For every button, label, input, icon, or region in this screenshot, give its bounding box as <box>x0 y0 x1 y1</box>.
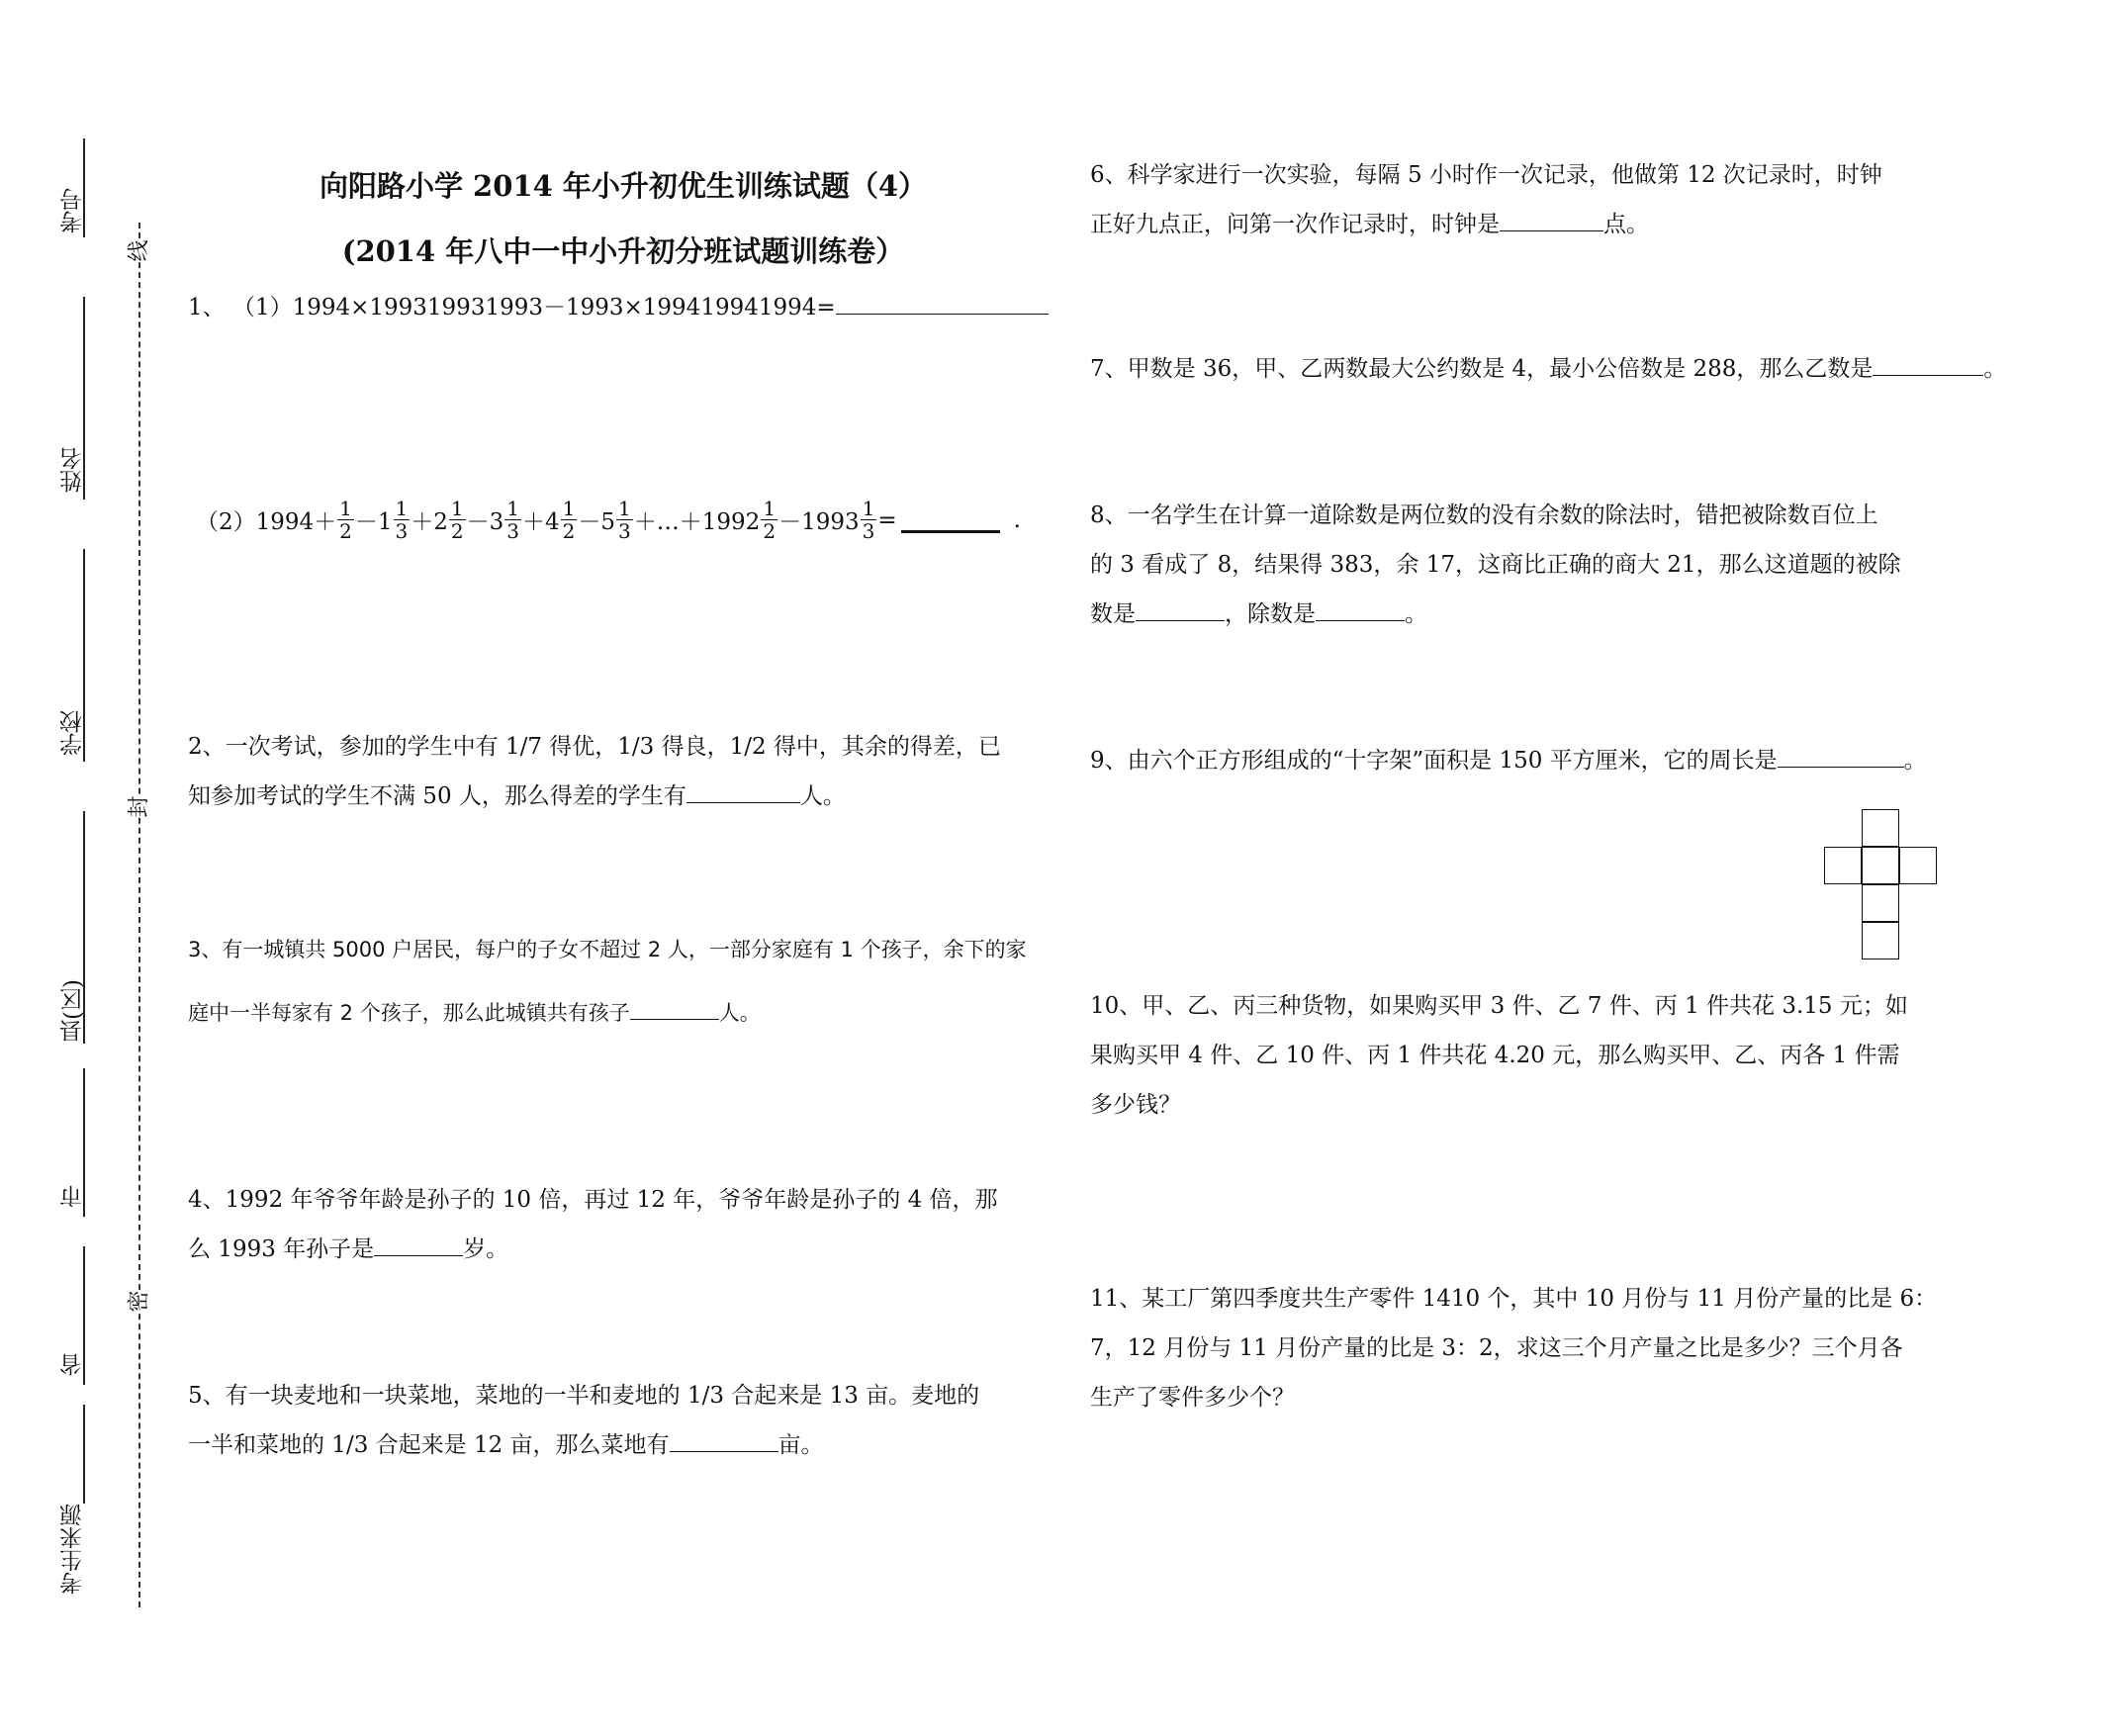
side-blank-province <box>83 1246 85 1385</box>
answer-blank[interactable] <box>670 1428 778 1452</box>
question-11 <box>1090 1274 1937 1422</box>
side-label-province: 省 <box>60 1353 86 1376</box>
question-text: 4、1992 年爷爷年龄是孙子的 10 倍，再过 12 年，爷爷年龄是孙子的 4 倍，那 <box>188 1187 998 1213</box>
question-text-line: 知参加考试的学生不满 50 人，那么得差的学生有 人。 <box>188 772 1001 821</box>
math-term: －1 <box>354 509 393 535</box>
seal-dashed-line <box>138 223 140 1607</box>
math-term: ＋2 <box>411 509 448 535</box>
question-text: 7，12 月份与 11 月份产量的比是 3：2，求这三个月产量之比是多少？三个月各 <box>1090 1335 1903 1361</box>
math-term: ＋4 <box>522 509 560 535</box>
math-term: －3 <box>466 509 504 535</box>
answer-blank[interactable] <box>686 779 800 803</box>
page-title: 向阳路小学 2014 年小升初优生训练试题（4） <box>319 169 928 203</box>
fraction: $\frac{1}{2}$ <box>339 497 352 543</box>
fraction: $\frac{1}{3}$ <box>395 497 409 543</box>
fraction: $\frac{1}{3}$ <box>506 497 520 543</box>
answer-blank[interactable] <box>1316 597 1405 621</box>
question-1-part-2 <box>196 498 1021 542</box>
question-text-line: 一半和菜地的 1/3 合起来是 12 亩，那么菜地有 亩。 <box>188 1420 979 1470</box>
question-text: 多少钱？ <box>1090 1092 1181 1118</box>
question-2 <box>188 722 1001 821</box>
math-term: －5 <box>578 509 616 535</box>
question-text: 10、甲、乙、丙三种货物，如果购买甲 3 件、乙 7 件、丙 1 件共花 3.15 元；如 <box>1090 993 1908 1019</box>
question-9: 9、由六个正方形组成的“十字架”面积是 150 平方厘米，它的周长是 。 <box>1090 736 1927 785</box>
side-blank-school <box>83 549 85 762</box>
question-6 <box>1090 150 1882 249</box>
question-text: 9、由六个正方形组成的“十字架”面积是 150 平方厘米，它的周长是 <box>1090 748 1778 774</box>
fraction: $\frac{1}{2}$ <box>562 497 576 543</box>
seal-label-secret: 密 <box>123 1290 153 1312</box>
page-subtitle: (2014 年八中一中小升初分班试题训练卷） <box>341 234 905 268</box>
side-label-source: 考生来源 <box>60 1504 86 1595</box>
cross-square <box>1824 847 1862 884</box>
question-text: 11、某工厂第四季度共生产零件 1410 个，其中 10 月份与 11 月份产量的比是 6： <box>1090 1286 1938 1312</box>
question-text-line: 庭中一半每家有 2 个孩子，那么此城镇共有孩子 人。 <box>188 981 1027 1045</box>
answer-blank[interactable] <box>1500 208 1603 231</box>
question-text: 5、有一块麦地和一块菜地，菜地的一半和麦地的 1/3 合起来是 13 亩。麦地的 <box>188 1383 980 1409</box>
answer-blank[interactable] <box>1136 597 1225 621</box>
side-label-city: 市 <box>60 1185 86 1208</box>
question-text-line: 正好九点正，问第一次作记录时，时钟是 点。 <box>1090 200 1882 249</box>
side-blank-source <box>83 1405 85 1504</box>
question-text: 3、有一城镇共 5000 户居民，每户的子女不超过 2 人，一部分家庭有 1 个孩子，余下的家 <box>188 938 1027 961</box>
cross-figure <box>1824 809 1937 959</box>
question-text: 1、 （1）1994×199319931993－1993×199419941994= <box>188 295 836 320</box>
question-5 <box>188 1371 979 1470</box>
answer-blank[interactable] <box>374 1233 463 1256</box>
question-10 <box>1090 981 1908 1130</box>
fraction: $\frac{1}{3}$ <box>862 497 875 543</box>
answer-blank[interactable] <box>1778 744 1904 768</box>
question-text: 7、甲数是 36，甲、乙两数最大公约数是 4，最小公倍数是 288，那么乙数是 <box>1090 356 1874 382</box>
cross-square <box>1862 847 1899 884</box>
question-text-line: 么 1993 年孙子是 岁。 <box>188 1225 998 1274</box>
fraction: $\frac{1}{3}$ <box>618 497 631 543</box>
question-text: 生产了零件多少个？ <box>1090 1385 1295 1411</box>
question-text: 果购买甲 4 件、乙 10 件、丙 1 件共花 4.20 元，那么购买甲、乙、丙各 1 件需 <box>1090 1043 1900 1068</box>
question-text-line: 数是 ，除数是 。 <box>1090 590 1901 639</box>
side-label-name: 姓名 <box>60 447 86 493</box>
cross-square <box>1862 884 1899 922</box>
side-blank-exam-no <box>83 138 85 237</box>
side-blank-city <box>83 1068 85 1217</box>
fraction: $\frac{1}{2}$ <box>763 497 777 543</box>
seal-label-seal: 封 <box>123 795 153 817</box>
question-text: 6、科学家进行一次实验，每隔 5 小时作一次记录，他做第 12 次记录时，时钟 <box>1090 162 1882 188</box>
math-term: = <box>877 506 897 533</box>
question-text: . <box>1013 506 1021 533</box>
question-7: 7、甲数是 36，甲、乙两数最大公约数是 4，最小公倍数是 288，那么乙数是 。 <box>1090 344 2006 394</box>
question-text: 的 3 看成了 8，结果得 383，余 17，这商比正确的商大 21，那么这道题的被除 <box>1090 552 1901 578</box>
cross-square <box>1862 922 1899 959</box>
answer-blank[interactable] <box>630 998 719 1020</box>
side-label-exam-no: 考号 <box>60 188 86 233</box>
cross-square <box>1899 847 1937 884</box>
question-text: 2、一次考试，参加的学生中有 1/7 得优，1/3 得良，1/2 得中，其余的得差，已 <box>188 734 1001 760</box>
answer-blank[interactable] <box>1873 352 1983 376</box>
question-1-part-1 <box>188 283 1049 332</box>
side-label-county: 县(区) <box>60 979 86 1043</box>
side-blank-county <box>83 811 85 1044</box>
question-8 <box>1090 491 1901 639</box>
answer-blank[interactable] <box>901 507 1000 533</box>
cross-square <box>1862 809 1899 847</box>
question-text: （2）1994＋ <box>196 509 337 535</box>
fraction: $\frac{1}{2}$ <box>450 497 464 543</box>
side-blank-name <box>83 297 85 500</box>
side-label-school: 学校 <box>60 710 86 756</box>
math-term: ＋…＋1992 <box>633 509 761 535</box>
question-4 <box>188 1175 998 1274</box>
math-term: －1993 <box>778 509 860 535</box>
question-text: 8、一名学生在计算一道除数是两位数的没有余数的除法时，错把被除数百位上 <box>1090 503 1878 528</box>
question-3 <box>188 918 1027 1045</box>
seal-label-line: 线 <box>123 239 153 261</box>
answer-blank[interactable] <box>836 291 1049 315</box>
